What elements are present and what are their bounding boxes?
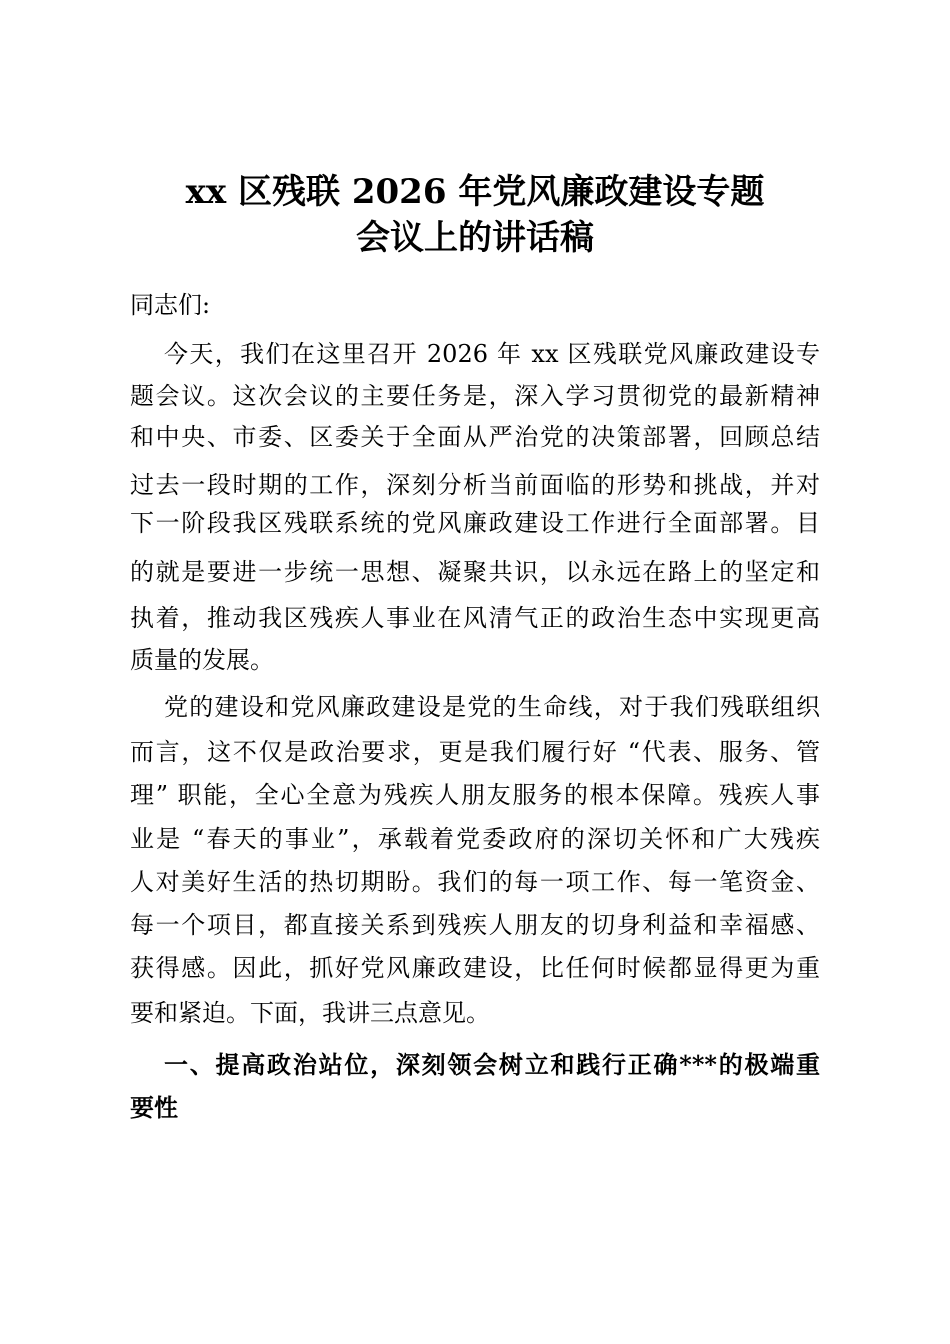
paragraph-line: 和中央、市委、区委关于全面从严治党的决策部署，回顾总结 [130, 423, 820, 451]
paragraph-line: 执着，推动我区残疾人事业在风清气正的政治生态中实现更高 [130, 604, 820, 632]
paragraph-line: 题会议。这次会议的主要任务是，深入学习贯彻党的最新精神 [130, 382, 820, 410]
paragraph-line: 业是 “春天的事业”，承载着党委政府的深切关怀和广大残疾 [130, 825, 820, 853]
paragraph-line: 今天，我们在这里召开 2026 年 xx 区残联党风廉政建设专 [164, 340, 820, 368]
paragraph-line: 人对美好生活的热切期盼。我们的每一项工作、每一笔资金、 [130, 868, 820, 896]
heading-line: 要性 [130, 1093, 178, 1122]
paragraph-line: 获得感。因此，抓好党风廉政建设，比任何时候都显得更为重 [130, 954, 820, 982]
document-title-line-2: 会议上的讲话稿 [356, 218, 594, 258]
paragraph-line: 的就是要进一步统一思想、凝聚共识，以永远在路上的坚定和 [130, 558, 820, 586]
paragraph-line: 要和紧迫。下面，我讲三点意见。 [130, 999, 490, 1027]
heading-line: 一、提高政治站位，深刻领会树立和践行正确***的极端重 [164, 1050, 820, 1079]
document-title-line-1: xx 区残联 2026 年党风廉政建设专题 [185, 172, 765, 212]
salutation: 同志们: [130, 291, 211, 319]
paragraph-line: 每一个项目，都直接关系到残疾人朋友的切身利益和幸福感、 [130, 911, 820, 939]
paragraph-line: 过去一段时期的工作，深刻分析当前面临的形势和挑战，并对 [130, 471, 820, 499]
paragraph-line: 理” 职能，全心全意为残疾人朋友服务的根本保障。残疾人事 [130, 781, 820, 809]
paragraph-line: 而言，这不仅是政治要求，更是我们履行好 “代表、服务、管 [130, 738, 820, 766]
paragraph-line: 党的建设和党风廉政建设是党的生命线，对于我们残联组织 [164, 693, 820, 721]
paragraph-line: 质量的发展。 [130, 646, 274, 674]
paragraph-line: 下一阶段我区残联系统的党风廉政建设工作进行全面部署。目 [130, 509, 820, 537]
